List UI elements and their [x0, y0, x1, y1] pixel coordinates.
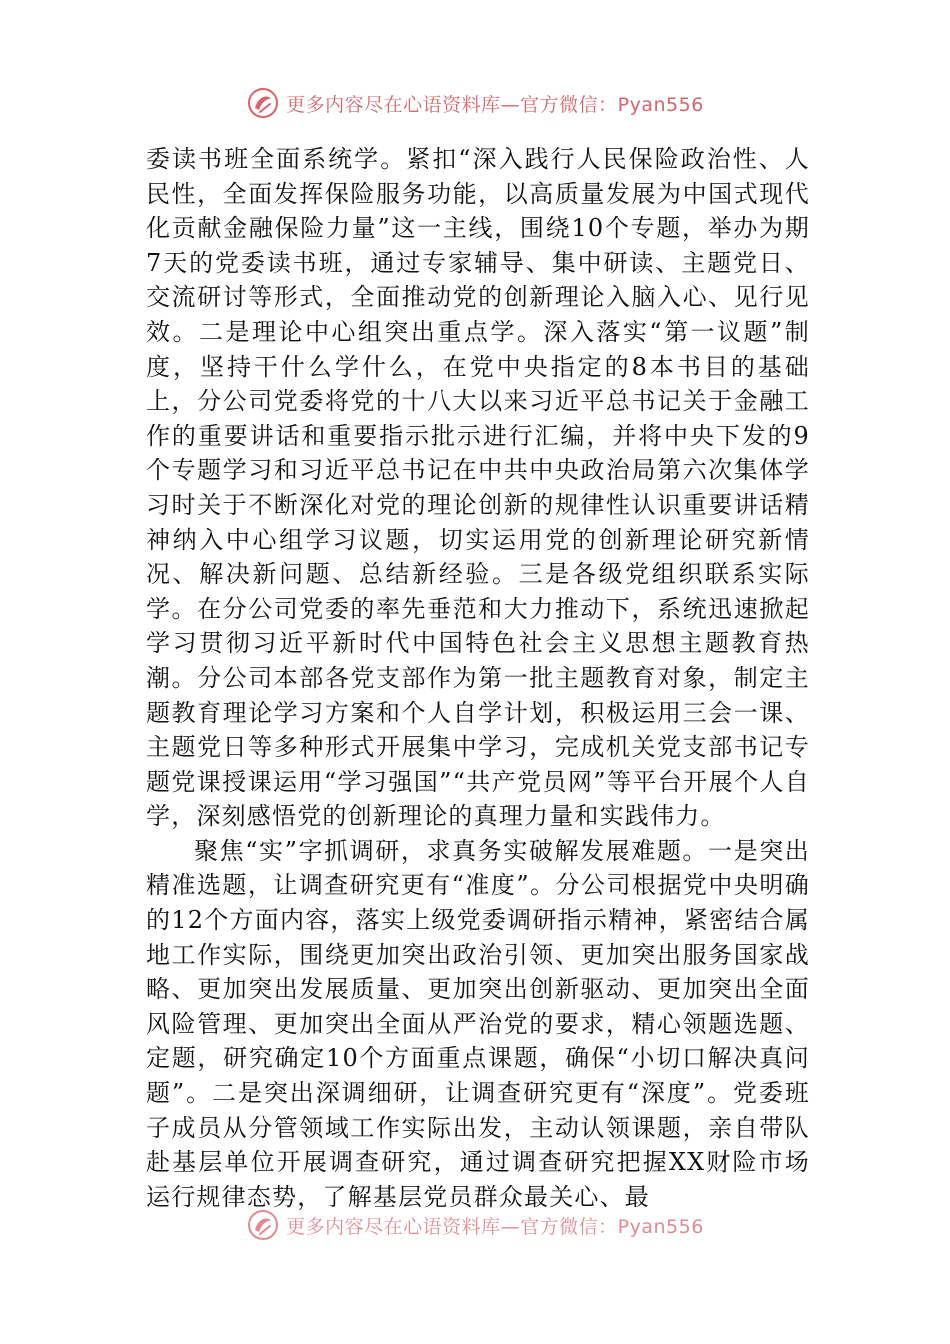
watermark-text: 更多内容尽在心语资料库—官方微信：Pyan556 [286, 93, 704, 116]
paragraph-2: 聚焦“实”字抓调研，求真务实破解发展难题。一是突出精准选题，让调查研究更有“准度”。分公司根据党中央明确的12个方面内容，落实上级党委调研指示精神，紧密结合属地工作实际，围绕更加突出政治引领、更加突出服务国家战略、更加突出发展质量、更加突出创新驱动、更加突出全面风险管理、更加突出全面从严治党的要求，精心领题选题、定题，研究确定10个方面重点课题，确保“小切口解决真问题”。二是突出深调细研，让调查研究更有“深度”。党委班子成员从分管领域工作实际出发，主动认领课题，亲自带队赴基层单位开展调查研究，通过调查研究把握XX财险市场运行规律态势，了解基层党员群众最关心、最 [146, 836, 810, 1211]
watermark-text: 更多内容尽在心语资料库—官方微信：Pyan556 [286, 1215, 704, 1238]
document-body [146, 142, 810, 1214]
paragraph-1: 委读书班全面系统学。紧扣“深入践行人民保险政治性、人民性，全面发挥保险服务功能，以高质量发展为中国式现代化贡献金融保险力量”这一主线，围绕10个专题，举办为期7天的党委读书班，通过专家辅导、集中研读、主题党日、交流研讨等形式，全面推动党的创新理论入脑入心、见行见效。二是理论中心组突出重点学。深入落实“第一议题”制度，坚持干什么学什么，在党中央指定的8本书目的基础上，分公司党委将党的十八大以来习近平总书记关于金融工作的重要讲话和重要指示批示进行汇编，并将中央下发的9个专题学习和习近平总书记在中共中央政治局第六次集体学习时关于不断深化对党的理论创新的规律性认识重要讲话精神纳入中心组学习议题，切实运用党的创新理论研究新情况、解决新问题、总结新经验。三是各级党组织联系实际学。在分公司党委的率先垂范和大力推动下，系统迅速掀起学习贯彻习近平新时代中国特色社会主义思想主题教育热潮。分公司本部各党支部作为第一批主题教育对象，制定主题教育理论学习方案和个人自学计划，积极运用三会一课、主题党日等多种形式开展集中学习，完成机关党支部书记专题党课授课运用“学习强国”“共产党员网”等平台开展个人自学，深刻感悟党的创新理论的真理力量和实践伟力。 [146, 145, 810, 831]
footer-watermark [0, 1208, 950, 1242]
header-watermark [0, 86, 950, 120]
brand-logo-icon [246, 1208, 280, 1242]
brand-logo-icon [246, 86, 280, 120]
